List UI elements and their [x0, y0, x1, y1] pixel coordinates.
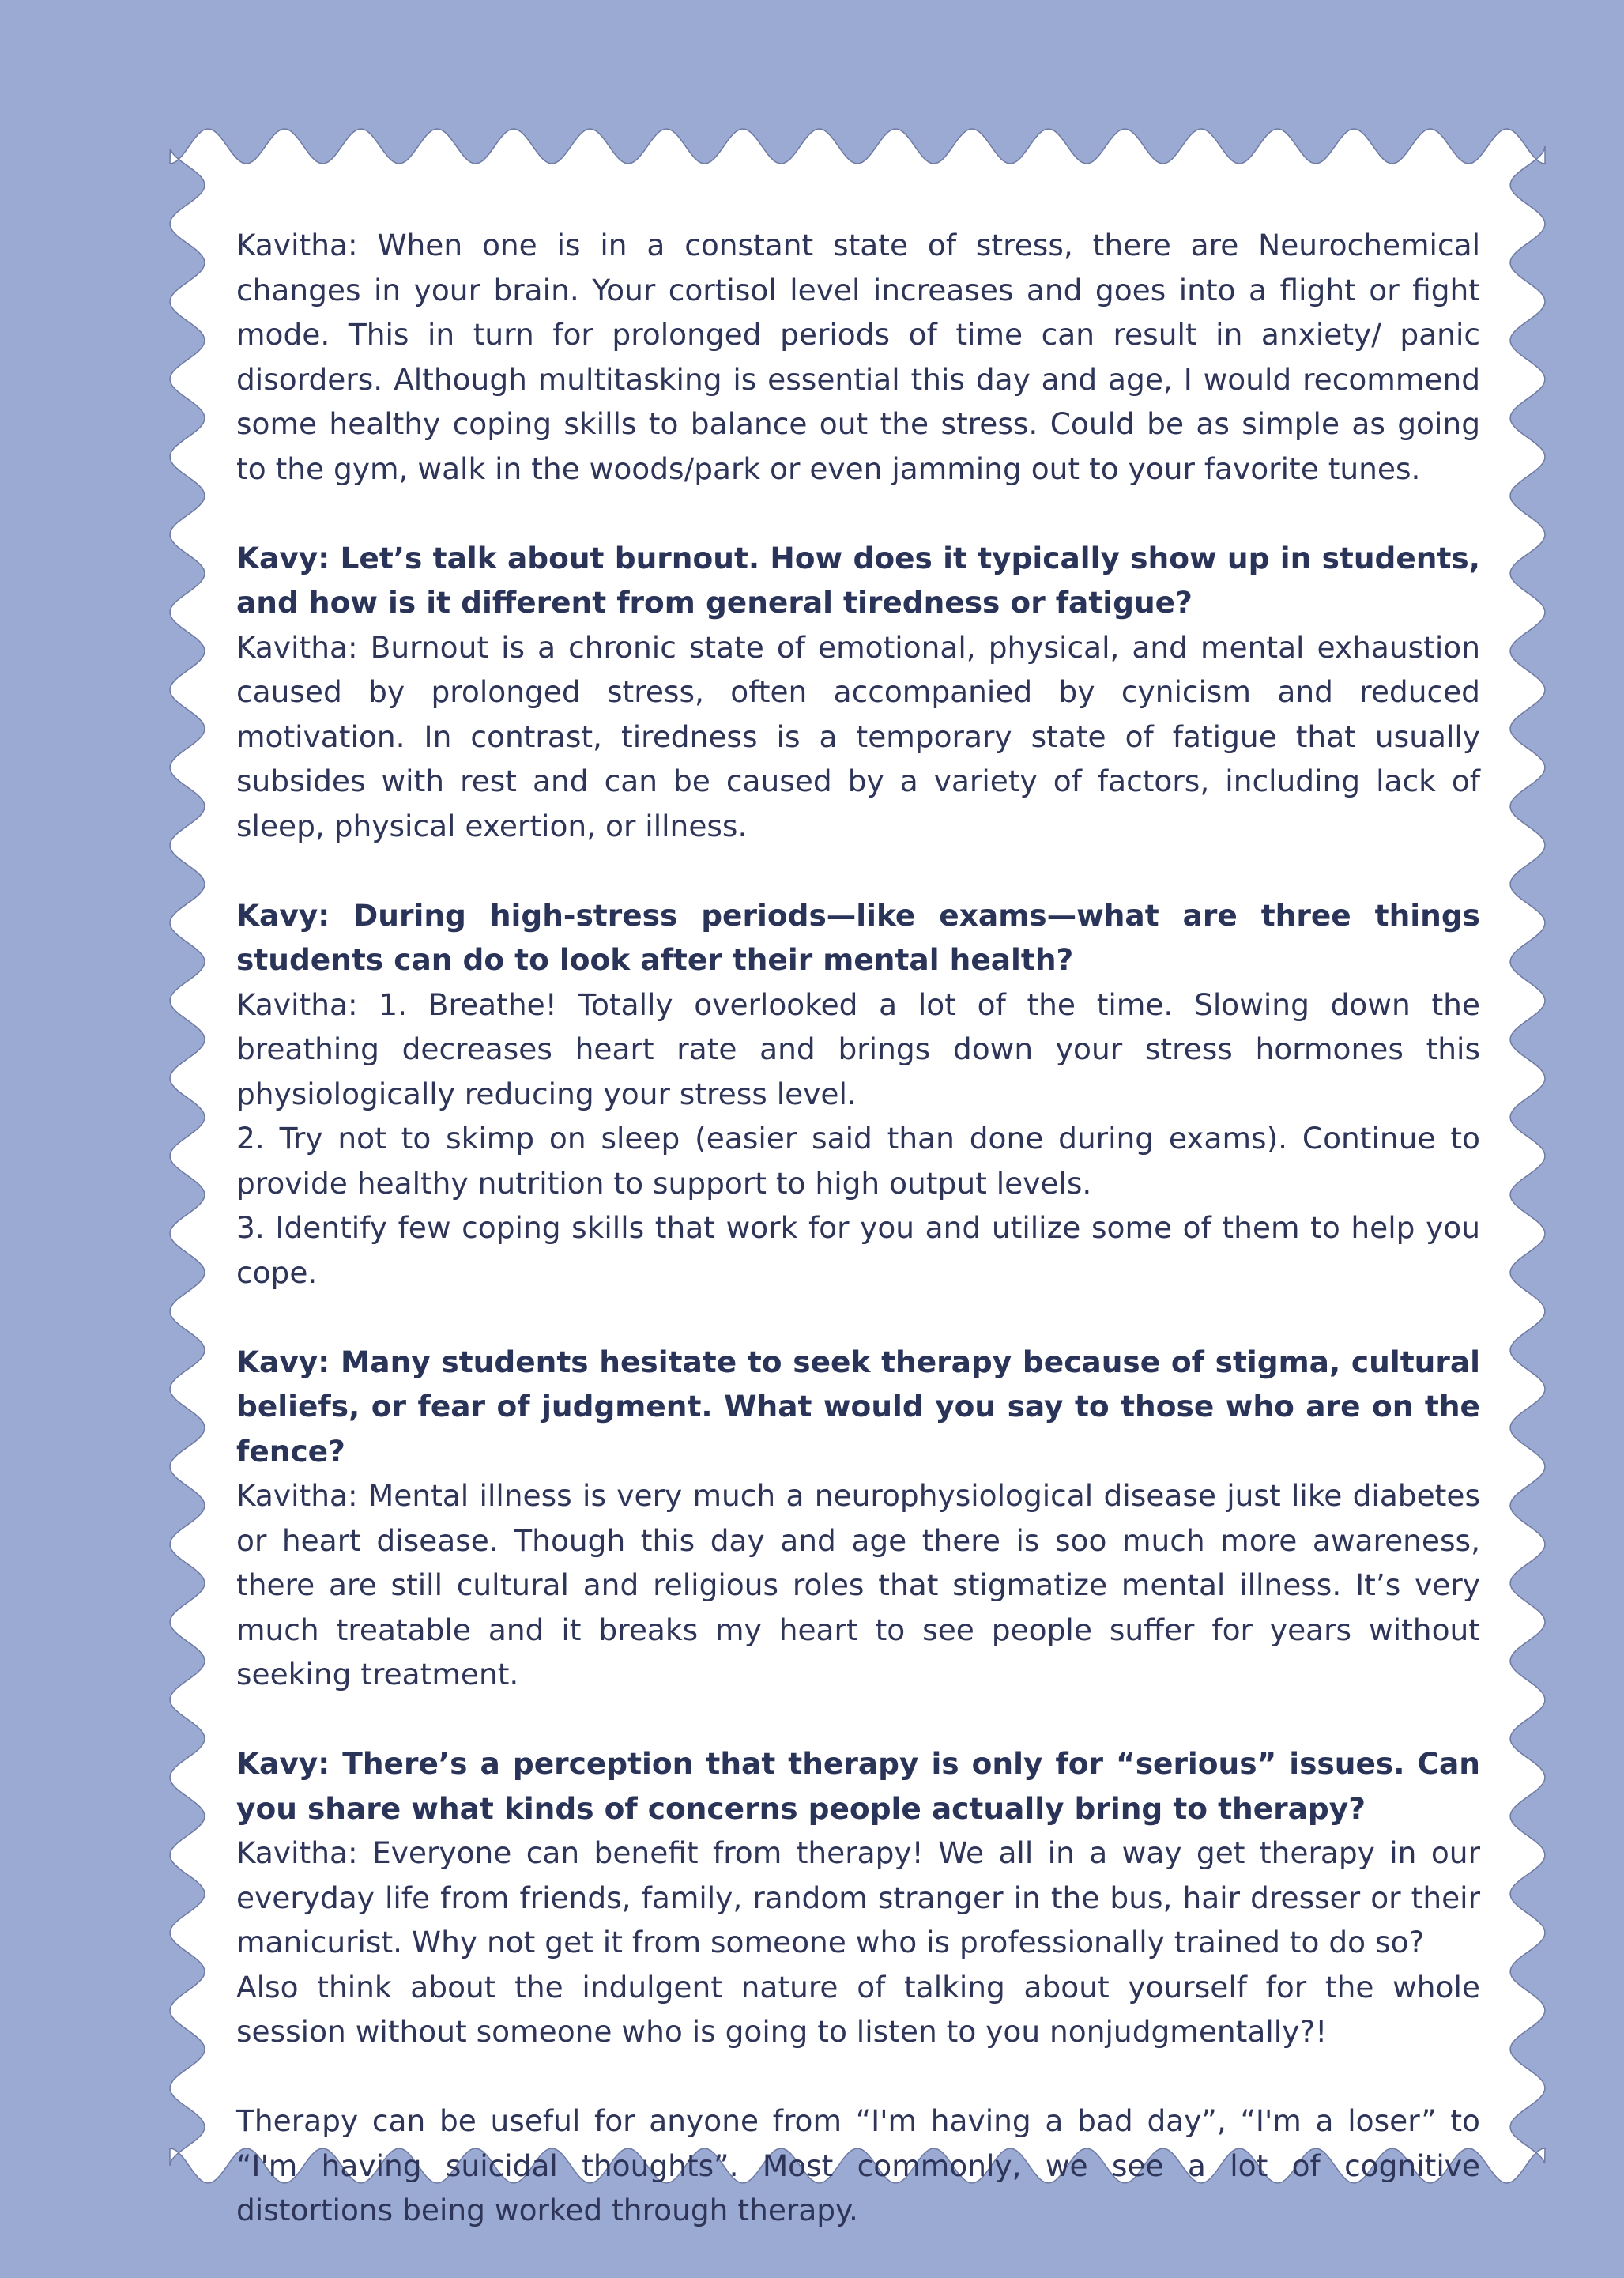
spacer	[236, 1697, 1480, 1742]
answer-therapy-concerns-1: Kavitha: Everyone can benefit from therapy! We all in a way get therapy in our everyday life from friends, family, random stranger in the bus, hair dresser or their manicurist. Why not get it from someone who is professionally trained to do so?	[236, 1835, 1480, 1959]
qa-block-burnout	[236, 536, 1480, 849]
qa-block-high-stress	[236, 893, 1480, 1296]
answer-high-stress-2: 2. Try not to skimp on sleep (easier said than done during exams). Continue to provide healthy nutrition to support to high output levels.	[236, 1121, 1480, 1201]
question-burnout: Kavy: Let’s talk about burnout. How does it typically show up in students, and how is it different from general tiredness or fatigue?	[236, 540, 1480, 620]
answer-high-stress-3: 3. Identify few coping skills that work for you and utilize some of them to help you cope.	[236, 1210, 1480, 1290]
spacer	[236, 1295, 1480, 1340]
answer-burnout: Kavitha: Burnout is a chronic state of emotional, physical, and mental exhaustion caused by prolonged stress, often accompanied by cynicism and reduced motivation. In contrast, tiredness is a temporary state of fatigue that usually subsides with rest and can be caused by a variety of factors, including lack of sleep, physical exertion, or illness.	[236, 629, 1480, 843]
spacer	[236, 491, 1480, 536]
qa-block-therapy-concerns	[236, 1741, 1480, 2054]
question-stigma: Kavy: Many students hesitate to seek therapy because of stigma, cultural beliefs, or fear of judgment. What would you say to those who are on the fence?	[236, 1344, 1480, 1469]
interview-text	[236, 223, 1480, 2233]
qa-block-stigma	[236, 1340, 1480, 1697]
spacer	[236, 2054, 1480, 2099]
answer-stigma: Kavitha: Mental illness is very much a neurophysiological disease just like diabetes or heart disease. Though this day and age there is soo much more awareness, there are still cultural and religious roles that stigmatize mental illness. It’s very much treatable and it breaks my heart to see people suffer for years without seeking treatment.	[236, 1478, 1480, 1692]
question-therapy-concerns: Kavy: There’s a perception that therapy is only for “serious” issues. Can you share what kinds of concerns people actually bring to therapy?	[236, 1746, 1480, 1826]
spacer	[236, 848, 1480, 893]
question-high-stress: Kavy: During high-stress periods—like exams—what are three things students can do to look after their mental health?	[236, 897, 1480, 977]
answer-high-stress-1: Kavitha: 1. Breathe! Totally overlooked a lot of the time. Slowing down the breathing decreases heart rate and brings down your stress hormones this physiologically reducing your stress level.	[236, 986, 1480, 1111]
answer-therapy-concerns-2: Also think about the indulgent nature of talking about yourself for the whole session without someone who is going to listen to you nonjudgmentally?!	[236, 1969, 1480, 2049]
intro-answer: Kavitha: When one is in a constant state of stress, there are Neurochemical changes in your brain. Your cortisol level increases and goes into a flight or fight mode. This in turn for prolonged periods of time can result in anxiety/ panic disorders. Although multitasking is essential this day and age, I would recommend some healthy coping skills to balance out the stress. Could be as simple as going to the gym, walk in the woods/park or even jamming out to your favorite tunes.	[236, 228, 1480, 486]
closing-paragraph: Therapy can be useful for anyone from “I'm having a bad day”, “I'm a loser” to “I'm having suicidal thoughts”. Most commonly, we see a lot of cognitive distortions being worked through therapy.	[236, 2103, 1480, 2227]
